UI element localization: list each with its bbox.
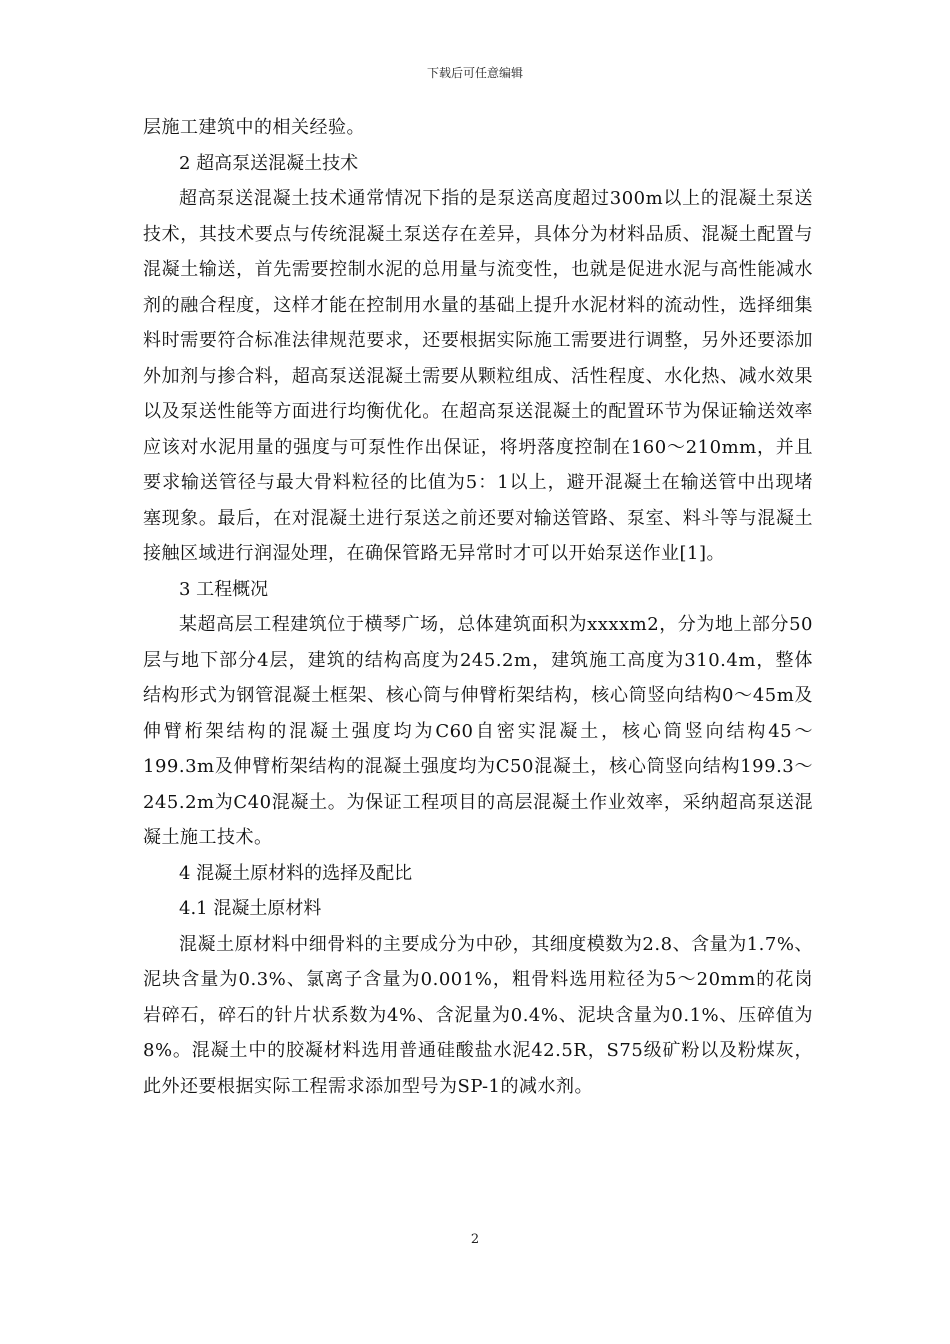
document-body <box>143 110 813 1104</box>
page-number: 2 <box>470 1232 480 1247</box>
paragraph-raw-materials: 混凝土原材料中细骨料的主要成分为中砂，其细度模数为2.8、含量为1.7%、泥块含量为0.3%、氯离子含量为0.001%，粗骨料选用粒径为5～20mm的花岗岩碎石，碎石的针片状系数为4%、含泥量为0.4%、泥块含量为0.1%、压碎值为8%。混凝土中的胶凝材料选用普通硅酸盐水泥42.5R，S75级矿粉以及粉煤灰，此外还要根据实际工程需求添加型号为SP-1的减水剂。 <box>143 933 813 1097</box>
section-heading-2: 2 超高泵送混凝土技术 <box>179 152 359 174</box>
paragraph-continuation: 层施工建筑中的相关经验。 <box>143 117 365 138</box>
subsection-heading-4-1: 4.1 混凝土原材料 <box>179 898 322 919</box>
section-heading-4: 4 混凝土原材料的选择及配比 <box>179 862 413 884</box>
paragraph-project-overview: 某超高层工程建筑位于横琴广场，总体建筑面积为xxxxm2，分为地上部分50层与地下部分4层，建筑的结构高度为245.2m，建筑施工高度为310.4m，整体结构形式为钢管混凝土框架、核心筒与伸臂桁架结构，核心筒竖向结构0～45m及伸臂桁架结构的混凝土强度均为C60自密实混凝土，核心筒竖向结构45～199.3m及伸臂桁架结构的混凝土强度均为C50混凝土，核心筒竖向结构199.3～245.2m为C40混凝土。为保证工程项目的高层混凝土作业效率，采纳超高泵送混凝土施工技术。 <box>143 614 813 848</box>
section-heading-3: 3 工程概况 <box>179 578 269 600</box>
page-header: 下载后可任意编辑 <box>426 66 523 80</box>
paragraph-pumping-technology: 超高泵送混凝土技术通常情况下指的是泵送高度超过300m以上的混凝土泵送技术，其技术要点与传统混凝土泵送存在差异，具体分为材料品质、混凝土配置与混凝土输送，首先需要控制水泥的总用量与流变性，也就是促进水泥与高性能减水剂的融合程度，这样才能在控制用水量的基础上提升水泥材料的流动性，选择细集料时需要符合标准法律规范要求，还要根据实际施工需要进行调整，另外还要添加外加剂与掺合料，超高泵送混凝土需要从颗粒组成、活性程度、水化热、减水效果以及泵送性能等方面进行均衡优化。在超高泵送混凝土的配置环节为保证输送效率应该对水泥用量的强度与可泵性作出保证，将坍落度控制在160～210mm，并且要求输送管径与最大骨料粒径的比值为5：1以上，避开混凝土在输送管中出现堵塞现象。最后，在对混凝土进行泵送之前还要对输送管路、泵室、料斗等与混凝土接触区域进行润湿处理，在确保管路无异常时才可以开始泵送作业[1]。 <box>143 188 813 564</box>
